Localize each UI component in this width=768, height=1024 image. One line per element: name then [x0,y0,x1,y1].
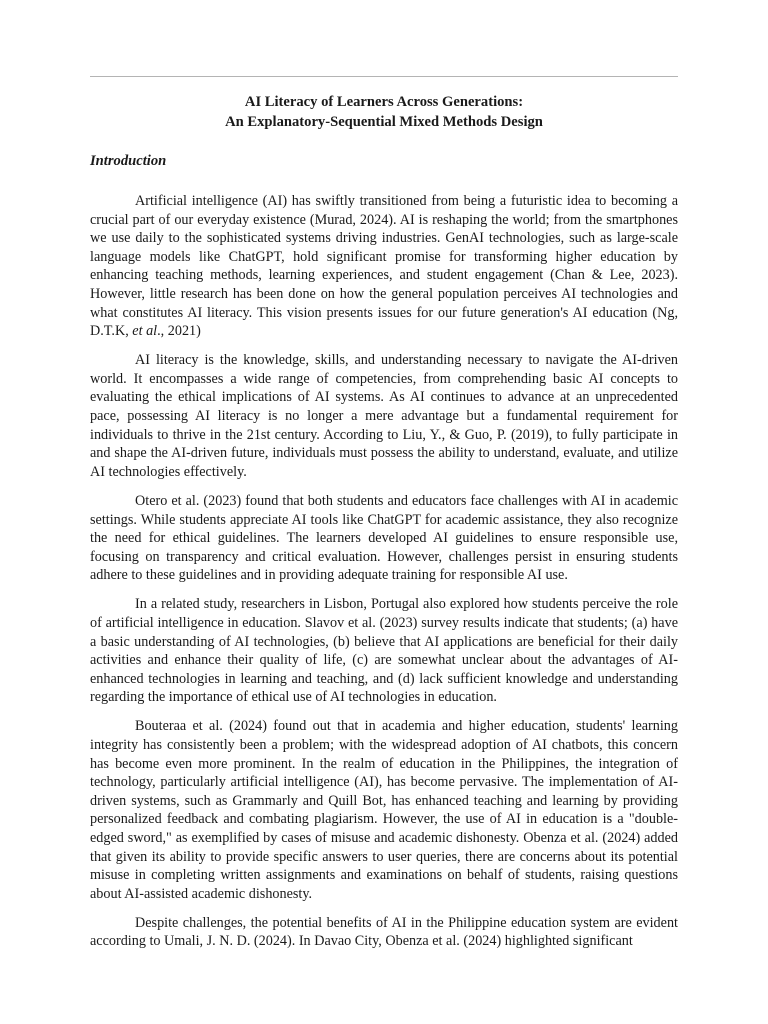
paragraph-1-text: Artificial intelligence (AI) has swiftly transitioned from being a futuristic idea to becoming a crucial part of our everyday existence (Murad, 2024). AI is reshaping the world; from the smartphones we use daily to the sophisticated systems driving industries. GenAI technologies, such as large-scale language models like ChatGPT, hold significant promise for transforming higher education by enhancing teaching methods, learning experiences, and student engagement (Chan & Lee, 2023). However, little research has been done on how the general population perceives AI technologies and what constitutes AI literacy. This vision presents issues for our future generation's AI education (Ng, D.T.K, [90,193,678,340]
paragraph-1 [90,192,678,341]
paragraph-4: In a related study, researchers in Lisbon, Portugal also explored how students perceive the role of artificial intelligence in education. Slavov et al. (2023) survey results indicate that students; (a) have a basic understanding of AI technologies, (b) believe that AI applications are beneficial for their daily activities and enhance their quality of life, (c) are somewhat unclear about the advantages of AI-enhanced technologies in learning and teaching, and (d) lack sufficient knowledge and understanding regarding the importance of ethical use of AI technologies in education. [90,596,678,706]
section-heading: Introduction [90,153,167,169]
paragraph-6: Despite challenges, the potential benefits of AI in the Philippine education system are evident according to Umali, J. N. D. (2024). In Davao City, Obenza et al. (2024) highlighted significant [90,914,678,950]
paragraph-3: Otero et al. (2023) found that both students and educators face challenges with AI in academic settings. While students appreciate AI tools like ChatGPT for academic assistance, they also recognize the need for ethical guidelines. The learners developed AI guidelines to ensure responsible use, focusing on transparency and critical evaluation. However, challenges persist in ensuring students adhere to these guidelines and in providing adequate training for responsible AI use. [90,492,678,584]
paragraph-5: Bouteraa et al. (2024) found out that in academia and higher education, students' learning integrity has consistently been a problem; with the widespread adoption of AI chatbots, this concern has become even more prominent. In the realm of education in the Philippines, the integration of technology, particularly artificial intelligence (AI), has become pervasive. The implementation of AI-driven systems, such as Grammarly and Quill Bot, has enhanced teaching and learning by providing personalized feedback and combating plagiarism. However, the use of AI in education is a "double-edged sword," as exemplified by cases of misuse and academic dishonesty. Obenza et al. (2024) added that given its ability to provide specific answers to user queries, there are concerns about its potential misuse in completing written assignments and examinations on behalf of students, raising questions about AI-assisted academic dishonesty. [90,718,678,902]
title-line-2: An Explanatory-Sequential Mixed Methods Design [225,114,543,130]
body-text [90,192,678,962]
paragraph-2: AI literacy is the knowledge, skills, and understanding necessary to navigate the AI-driven world. It encompasses a wide range of competencies, from comprehending basic AI concepts to evaluating the ethical implications of AI systems. As AI continues to advance at an unprecedented pace, possessing AI literacy is no longer a mere advantage but a fundamental requirement for individuals to thrive in the 21st century. According to Liu, Y., & Guo, P. (2019), to fully participate in and shape the AI-driven future, individuals must possess the ability to understand, evaluate, and utilize AI technologies effectively. [90,352,678,480]
document-title [90,92,678,132]
paragraph-1-tail: ., 2021) [157,323,201,340]
header-rule [90,76,678,77]
paragraph-1-italic: et al [132,323,158,340]
title-line-1: AI Literacy of Learners Across Generations: [244,94,524,110]
